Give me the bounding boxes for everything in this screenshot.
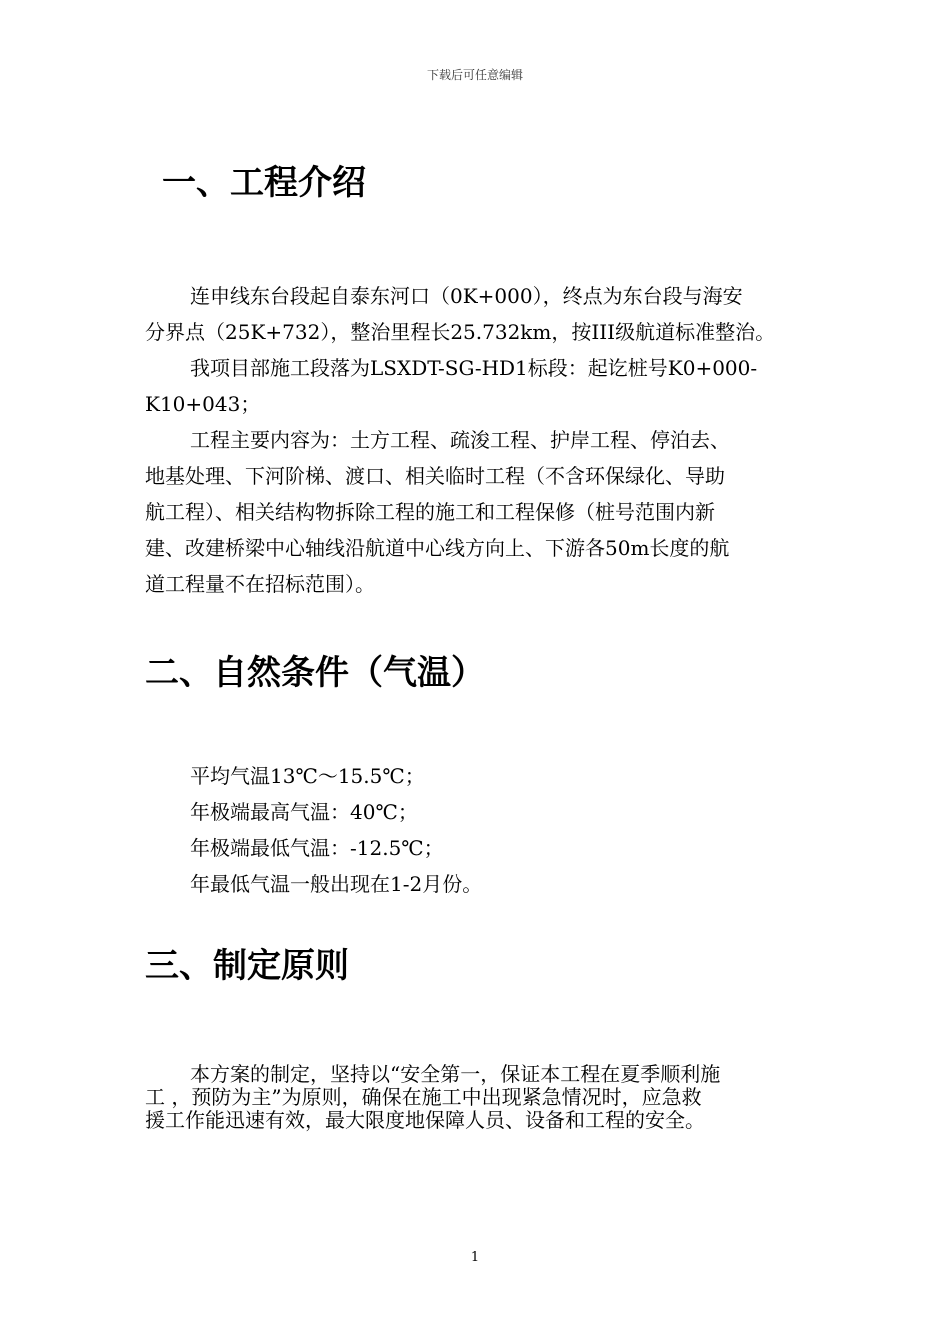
page-header: 下载后可任意编辑 (426, 68, 523, 82)
section-heading-principles: 三、制定原则 (145, 946, 349, 986)
text-line: 我项目部施工段落为LSXDT-SG-HD1标段：起讫桩号K0+000- (190, 356, 758, 380)
text-line: 平均气温13℃～15.5℃； (190, 764, 425, 788)
text-line: 分界点（25K+732），整治里程长25.732km，按III级航道标准整治。 (145, 320, 776, 344)
text-line: 工 ，预防为主”为原则，确保在施工中出现紧急情况时，应急救 (145, 1085, 702, 1109)
text-line: 建、改建桥梁中心轴线沿航道中心线方向上、下游各50m长度的航 (145, 536, 730, 560)
text-line: 年极端最高气温：40℃； (190, 800, 418, 824)
text-line: 援工作能迅速有效，最大限度地保障人员、设备和工程的安全。 (145, 1108, 705, 1132)
text-line: 工程主要内容为：土方工程、疏浚工程、护岸工程、停泊去、 (190, 428, 730, 452)
section-body-natural-conditions (145, 758, 810, 902)
text-line: 本方案的制定，坚持以“安全第一，保证本工程在夏季顺利施 (190, 1062, 721, 1086)
text-line: 地基处理、下河阶梯、渡口、相关临时工程（不含环保绿化、导助 (145, 464, 725, 488)
section-heading-natural-conditions: 二、自然条件（气温） (145, 653, 485, 693)
text-line: 年极端最低气温：-12.5℃； (190, 836, 444, 860)
section-body-principles (145, 1063, 810, 1132)
section-body-project-intro (145, 278, 810, 602)
text-line: 连申线东台段起自泰东河口（0K+000），终点为东台段与海安 (190, 284, 743, 308)
text-line: 道工程量不在招标范围）。 (145, 572, 375, 596)
text-line: K10+043； (145, 392, 261, 416)
page-number: 1 (470, 1250, 480, 1265)
text-line: 航工程）、相关结构物拆除工程的施工和工程保修（桩号范围内新 (145, 500, 715, 524)
text-line: 年最低气温一般出现在1-2月份。 (190, 872, 483, 896)
section-heading-project-intro: 一、工程介绍 (162, 163, 366, 203)
